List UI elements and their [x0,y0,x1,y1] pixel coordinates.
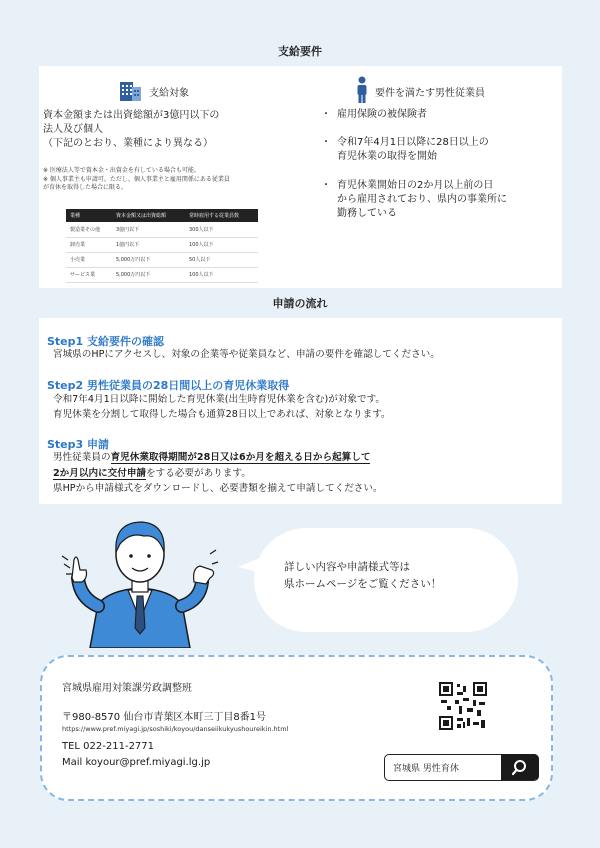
employer-notes [43,167,230,193]
table-row [66,222,258,237]
step3-text [53,467,251,481]
person-icon [355,76,369,107]
search-button[interactable] [501,754,539,780]
table-cell: 100人以下 [185,237,258,252]
step3-text [53,451,370,465]
contact-box [40,655,553,801]
step3-text-plain: をする必要があります。 [146,468,251,479]
table-cell: 卸売業 [66,237,112,252]
table-cell: 製造業その他 [66,222,112,237]
table-row [66,252,258,267]
bullet-line: 雇用保険の被保険者 [337,109,427,120]
table-header: 業種 [66,209,112,222]
email-address[interactable]: Mail koyour@pref.miyagi.lg.jp [62,757,211,768]
step2-text: 育児休業を分割して取得した場合も通算28日以上であれば、対象となります。 [53,409,391,420]
requirements-title: 支給要件 [278,45,322,58]
employer-main [43,109,219,151]
department-name: 宮城県雇用対策課労政調整班 [62,683,192,694]
magnifier-icon [501,754,539,780]
qr-code[interactable] [439,682,487,730]
table-row [66,267,258,282]
address: 〒980-8570 仙台市青葉区本町三丁目8番1号 [62,712,267,723]
search-box[interactable] [384,754,539,781]
employer-line: 法人及び個人 [43,124,103,135]
businessman-illustration [60,508,220,648]
table-header: 常時雇用する従業員数 [185,209,258,222]
step3-text-emphasis: 育児休業取得期間が28日又は6か月を超える日から起算して [110,452,371,463]
search-text: 宮城県 男性育休 [393,764,459,774]
step1-title: Step1 支給要件の確認 [47,335,164,348]
requirements-box [39,66,562,288]
flow-title: 申請の流れ [272,297,328,310]
table-cell: 3億円以下 [112,222,185,237]
employer-line: 資本金額または出資総額が3億円以下の [43,110,220,121]
bubble-text: 県ホームページをご覧ください！ [284,578,442,590]
table-cell: 1億円以下 [112,237,185,252]
step2-title: Step2 男性従業員の28日間以上の育児休業取得 [47,379,290,392]
step1-text: 宮城県のHPにアクセスし、対象の企業等や従業員など、申請の要件を確認してください。 [53,349,440,360]
bullet-line: 育児休業の取得を開始 [337,151,437,162]
bubble-text: 詳しい内容や申請様式等は [284,561,410,573]
industry-table [66,209,258,283]
employee-bullet: ・ 令和7年4月1日以降に28日以上の 育児休業の取得を開始 [321,137,489,162]
employee-heading [355,76,485,107]
table-header: 資本金額又は出資総額 [112,209,185,222]
employer-line: （下記のとおり、業種により異なる） [43,138,213,149]
table-cell: 5,000万円以下 [112,252,185,267]
bullet-line: 令和7年4月1日以降に28日以上の [337,137,489,148]
bullet-line: 勤務している [337,208,397,219]
step3-title: Step3 申請 [47,438,109,451]
table-cell: 50人以下 [185,252,258,267]
employer-heading-label: 支給対象 [149,88,189,99]
step3-text-emphasis: 2か月以内に交付申請 [53,468,147,479]
note-line: ※ 個人事業主も申請可。ただし、個人事業主と雇用関係にある従業員 [43,175,230,183]
table-cell: 100人以下 [185,267,258,282]
table-cell: 300人以下 [185,222,258,237]
table-cell: 5,000万円以下 [112,267,185,282]
table-header-row [66,209,258,222]
step2-text: 令和7年4月1日以降に開始した育児休業(出生時育児休業を含む)が対象です。 [53,394,386,405]
flow-box [39,318,562,504]
table-cell: サービス業 [66,267,112,282]
step3-text: 県HPから申請様式をダウンロードし、必要書類を揃えて申請してください。 [53,483,383,494]
employee-heading-label: 要件を満たす男性従業員 [375,88,485,99]
note-line: ※ 医療法人等で資本金・出資金を有している場合も可能。 [43,167,200,174]
phone-number: TEL 022-211-2771 [62,741,155,752]
table-cell: 小売業 [66,252,112,267]
bullet-line: から雇用されており、県内の事業所に [337,194,507,205]
employer-heading [117,78,189,105]
website-url[interactable]: https://www.pref.miyagi.jp/soshiki/koyou/danseiikukyushoureikin.html [62,725,289,733]
building-icon [117,78,143,105]
bullet-line: 育児休業開始日の2か月以上前の日 [337,180,494,191]
employee-bullet: ・ 育児休業開始日の2か月以上前の日 から雇用されており、県内の事業所に 勤務している [321,180,507,219]
step3-text-plain: 男性従業員の [53,452,111,463]
employee-bullet: ・ 雇用保険の被保険者 [321,109,427,120]
table-row [66,237,258,252]
note-line: が育休を取得した場合に限る。 [43,184,128,191]
